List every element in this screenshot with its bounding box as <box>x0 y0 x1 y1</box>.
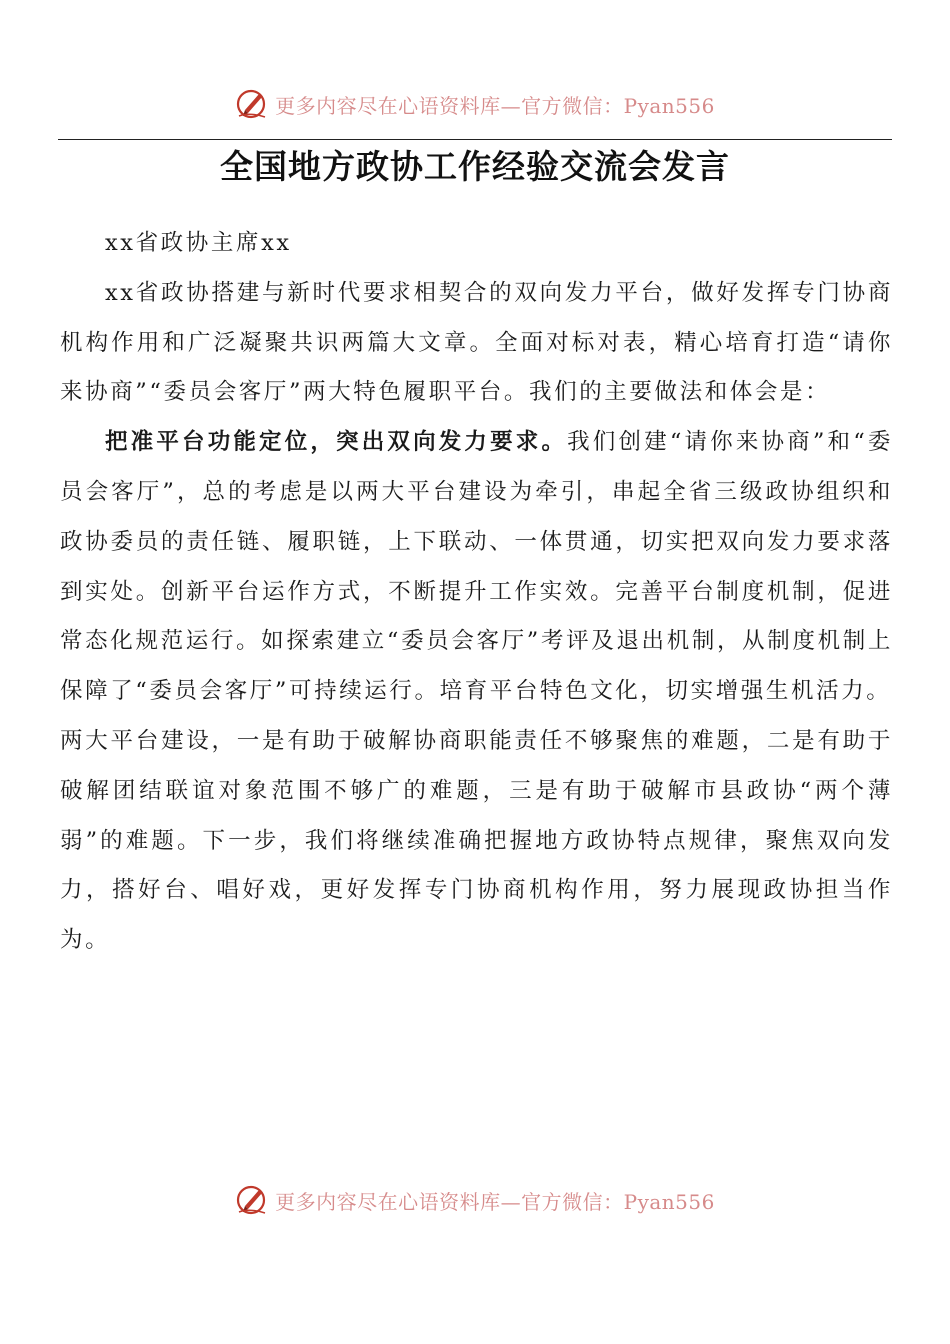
header-divider <box>58 139 892 140</box>
document-title: 全国地方政协工作经验交流会发言 <box>220 147 730 186</box>
paragraph <box>60 418 893 717</box>
pen-logo-icon <box>235 86 271 122</box>
watermark-text: 更多内容尽在心语资料库—官方微信：Pyan556 <box>275 93 715 118</box>
author-line: xx省政协主席xx <box>105 230 292 256</box>
footer-watermark <box>0 1180 950 1220</box>
paragraph-lead: 把准平台功能定位，突出双向发力要求。 <box>105 429 568 456</box>
paragraph: 两大平台建设，一是有助于破解协商职能责任不够聚焦的难题，二是有助于破解团结联谊对象范围不够广的难题，三是有助于破解市县政协“两个薄弱”的难题。下一步，我们将继续准确把握地方政协特点规律，聚焦双向发力，搭好台、唱好戏，更好发挥专门协商机构作用，努力展现政协担当作为。 <box>60 727 893 954</box>
pen-logo-icon <box>235 1182 271 1218</box>
paragraph-text: 我们创建“请你来协商”和“委员会客厅”，总的考虑是以两大平台建设为牵引，串起全省三级政协组织和政协委员的责任链、履职链，上下联动、一体贯通，切实把双向发力要求落到实处。创新平台运作方式，不断提升工作实效。完善平台制度机制，促进常态化规范运行。如探索建立“委员会客厅”考评及退出机制，从制度机制上保障了“委员会客厅”可持续运行。培育平台特色文化，切实增强生机活力。 <box>60 429 893 705</box>
header-watermark <box>0 84 950 124</box>
document-body <box>60 219 893 966</box>
watermark-text: 更多内容尽在心语资料库—官方微信：Pyan556 <box>275 1189 715 1214</box>
paragraph: xx省政协搭建与新时代要求相契合的双向发力平台，做好发挥专门协商机构作用和广泛凝聚共识两篇大文章。全面对标对表，精心培育打造“请你来协商”“委员会客厅”两大特色履职平台。我们的主要做法和体会是： <box>60 279 893 406</box>
